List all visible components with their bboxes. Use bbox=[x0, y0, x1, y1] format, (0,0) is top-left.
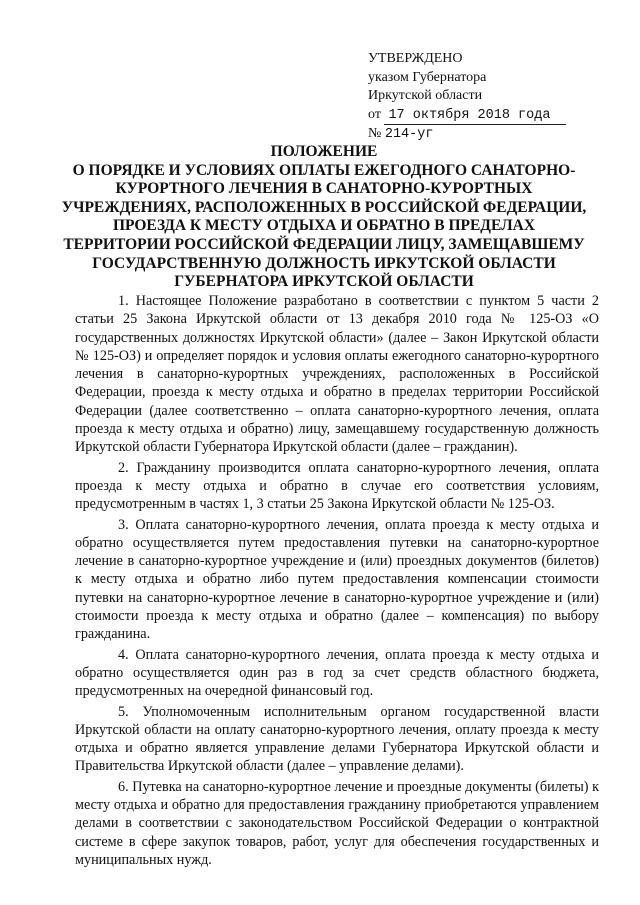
document-body bbox=[75, 292, 599, 871]
date-line bbox=[368, 106, 568, 125]
paragraph-5: 5. Уполномоченным исполнительным органом государственной власти Иркутской области на оплату санаторно-курортного лечения, оплату проезда к месту отдыха и обратно является управление делами Губернатора Иркутской области и Правительства Иркутской области (далее – управление делами). bbox=[75, 703, 599, 775]
number-line bbox=[368, 125, 568, 145]
number-value: 214-уг bbox=[384, 126, 434, 142]
date-prefix: от bbox=[368, 106, 381, 122]
paragraph-2: 2. Гражданину производится оплата санаторно-курортного лечения, оплата проезда к месту отдыха и обратно в случае его соответствия условиям, предусмотренным в частях 1, 3 статьи 25 Закона Иркутской области № 125-ОЗ. bbox=[75, 459, 599, 513]
title-line: ГОСУДАРСТВЕННУЮ ДОЛЖНОСТЬ ИРКУТСКОЙ ОБЛАСТИ bbox=[92, 254, 556, 272]
title-line: УЧРЕЖДЕНИЯХ, РАСПОЛОЖЕННЫХ В РОССИЙСКОЙ ФЕДЕРАЦИИ, bbox=[61, 198, 587, 216]
approval-stamp bbox=[368, 50, 568, 144]
title-line: ТЕРРИТОРИИ РОССИЙСКОЙ ФЕДЕРАЦИИ ЛИЦУ, ЗАМЕЩАВШЕМУ bbox=[63, 235, 585, 253]
paragraph-6: 6. Путевка на санаторно-курортное лечение и проездные документы (билеты) к месту отдыха и обратно для предоставления гражданину приобретаются управлением делами в соответствии с законодательством Российской Федерации о контрактной системе в сфере закупок товаров, работ, услуг для обеспечения государственных и муниципальных нужд. bbox=[75, 778, 599, 868]
paragraph-1: 1. Настоящее Положение разработано в соответствии с пунктом 5 части 2 статьи 25 Закона Иркутской области от 13 декабря 2010 года № 125-ОЗ «О государственных должностях Иркутской области» (далее – Закон Иркутской области № 125-ОЗ) и определяет порядок и условия оплаты ежегодного санаторно-курортного лечения в санаторно-курортных учреждениях, расположенных в Российской Федерации, проезда к месту отдыха и обратно в пределах территории Российской Федерации (далее соответственно – оплата санаторно-курортного лечения, оплата проезда к месту отдыха и обратно) лицу, замещавшему государственную должность Иркутской области Губернатора Иркутской области (далее – гражданин). bbox=[75, 293, 599, 456]
region-line: Иркутской области bbox=[368, 88, 483, 103]
number-prefix: № bbox=[368, 125, 382, 141]
date-value: 17 октября 2018 года bbox=[384, 108, 566, 125]
title-line: КУРОРТНОГО ЛЕЧЕНИЯ В САНАТОРНО-КУРОРТНЫХ bbox=[115, 180, 533, 198]
title-line: ПОЛОЖЕНИЕ bbox=[270, 143, 378, 160]
decree-line: указом Губернатора bbox=[368, 69, 487, 85]
title-line: ГУБЕРНАТОРА ИРКУТСКОЙ ОБЛАСТИ bbox=[174, 273, 474, 291]
title-line: ПРОЕЗДА К МЕСТУ ОТДЫХА И ОБРАТНО В ПРЕДЕЛАХ bbox=[112, 217, 536, 235]
approved-heading: УТВЕРЖДЕНО bbox=[368, 51, 463, 66]
document-title bbox=[60, 143, 588, 292]
paragraph-3: 3. Оплата санаторно-курортного лечения, оплата проезда к месту отдыха и обратно осуществляется путем предоставления путевки на санаторно-курортное лечение в санаторно-курортное учреждение и (или) проездных документов (билетов) к месту отдыха и обратно либо путем предоставления компенсации стоимости путевки на санаторно-курортное лечение в санаторно-курортное учреждение и (или) стоимости проезда к месту отдыха и обратно (далее – компенсация) по выбору гражданина. bbox=[75, 516, 599, 643]
paragraph-4: 4. Оплата санаторно-курортного лечения, оплата проезда к месту отдыха и обратно осуществляется один раз в год за счет средств областного бюджета, предусмотренных на очередной финансовый год. bbox=[75, 646, 599, 700]
title-line: О ПОРЯДКЕ И УСЛОВИЯХ ОПЛАТЫ ЕЖЕГОДНОГО САНАТОРНО- bbox=[72, 161, 576, 179]
